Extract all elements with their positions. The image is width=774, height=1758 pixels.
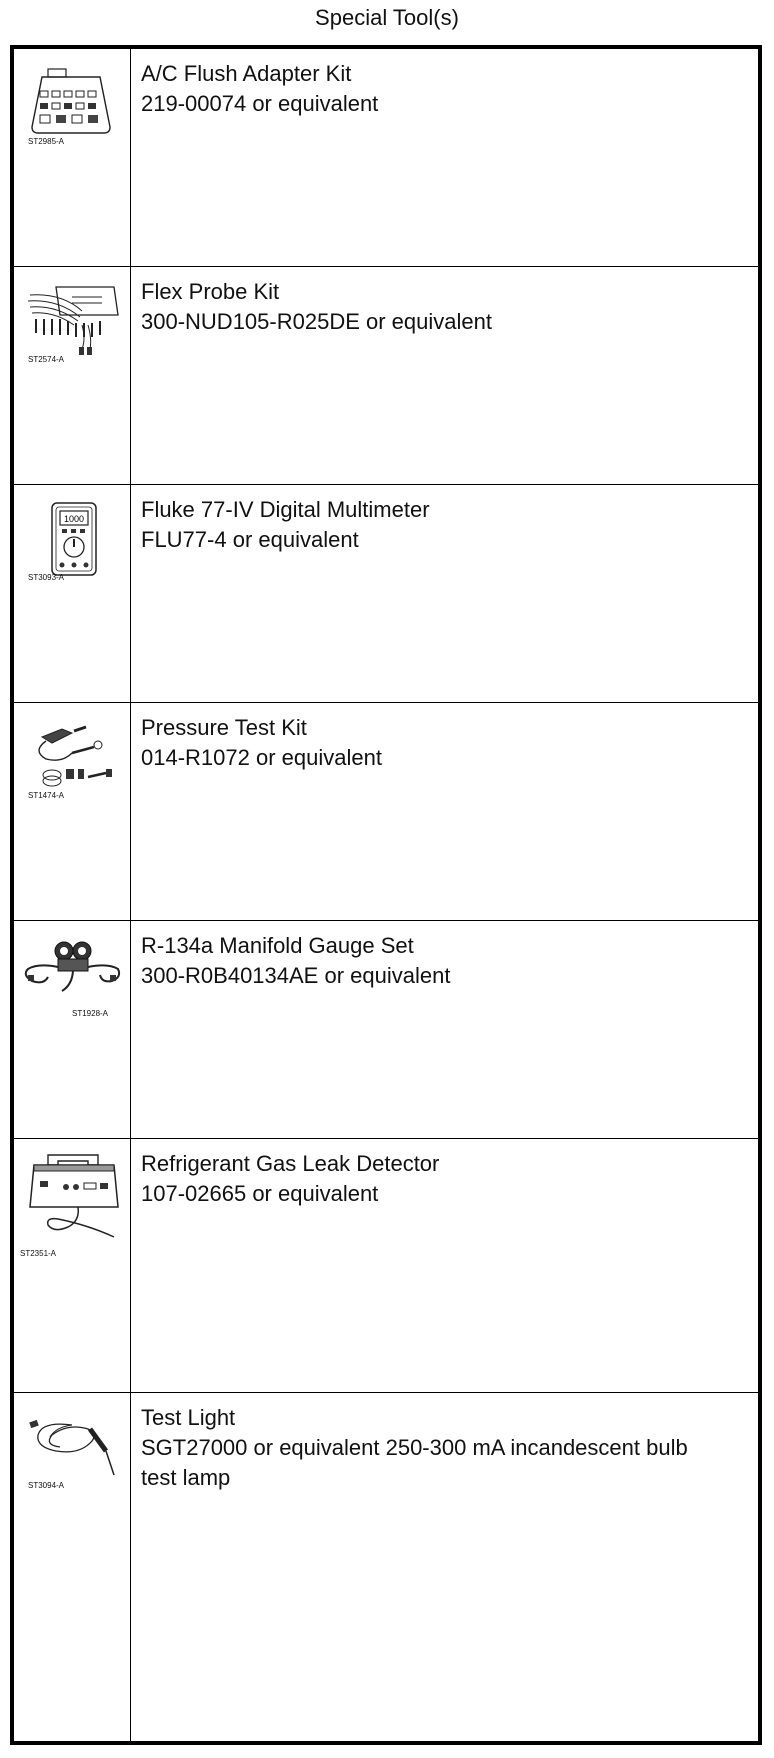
test-light-icon bbox=[22, 1401, 122, 1491]
tool-description bbox=[141, 277, 728, 337]
tool-image-cell bbox=[14, 49, 131, 266]
tool-code: ST2574-A bbox=[28, 355, 65, 364]
multimeter-display-text: 1000 bbox=[63, 514, 85, 524]
page-title: Special Tool(s) bbox=[315, 5, 459, 30]
tool-image-cell bbox=[14, 485, 131, 702]
tool-name: Test Light bbox=[141, 1405, 236, 1430]
tool-code: ST2985-A bbox=[28, 137, 65, 146]
tool-code: ST2351-A bbox=[20, 1249, 57, 1258]
table-row bbox=[14, 485, 758, 703]
multimeter-icon bbox=[22, 493, 122, 583]
table-row bbox=[14, 921, 758, 1139]
tool-description bbox=[141, 495, 728, 555]
tool-description bbox=[141, 713, 728, 773]
table-row bbox=[14, 703, 758, 921]
table-row bbox=[14, 1139, 758, 1393]
tool-description bbox=[141, 1149, 728, 1209]
tool-name: Flex Probe Kit bbox=[141, 279, 280, 304]
tool-part-number: 107-02665 or equivalent bbox=[141, 1181, 379, 1206]
leak-detector-icon bbox=[18, 1147, 126, 1247]
table-row bbox=[14, 1393, 758, 1741]
tool-image-cell bbox=[14, 703, 131, 920]
manifold-gauge-set-icon bbox=[18, 929, 126, 1019]
tool-name: A/C Flush Adapter Kit bbox=[141, 61, 352, 86]
tool-name: Refrigerant Gas Leak Detector bbox=[141, 1151, 440, 1176]
tool-part-number: 300-NUD105-R025DE or equivalent bbox=[141, 309, 492, 334]
flush-adapter-kit-icon bbox=[22, 57, 122, 147]
special-tools-table bbox=[10, 45, 762, 1745]
tool-image-cell bbox=[14, 1393, 131, 1741]
pressure-test-kit-icon bbox=[22, 711, 122, 801]
tool-code: ST1474-A bbox=[28, 791, 65, 800]
tool-part-number: 014-R1072 or equivalent bbox=[141, 745, 382, 770]
tool-part-number: FLU77-4 or equivalent bbox=[141, 527, 359, 552]
tool-code: ST1928-A bbox=[72, 1009, 109, 1018]
table-row bbox=[14, 49, 758, 267]
tool-description bbox=[141, 59, 728, 119]
tool-image-cell bbox=[14, 921, 131, 1138]
tool-part-number: SGT27000 or equivalent 250-300 mA incandescent bulb test lamp bbox=[141, 1435, 688, 1490]
tool-code: ST3094-A bbox=[28, 1481, 65, 1490]
tool-part-number: 219-00074 or equivalent bbox=[141, 91, 379, 116]
tool-image-cell bbox=[14, 267, 131, 484]
tool-name: R-134a Manifold Gauge Set bbox=[141, 933, 414, 958]
tool-description bbox=[141, 931, 728, 991]
tool-part-number: 300-R0B40134AE or equivalent bbox=[141, 963, 451, 988]
tool-name: Fluke 77-IV Digital Multimeter bbox=[141, 497, 430, 522]
table-row bbox=[14, 267, 758, 485]
tool-image-cell bbox=[14, 1139, 131, 1392]
tool-name: Pressure Test Kit bbox=[141, 715, 307, 740]
tool-description bbox=[141, 1403, 728, 1493]
flex-probe-kit-icon bbox=[22, 275, 122, 365]
tool-code: ST3093-A bbox=[28, 573, 65, 582]
